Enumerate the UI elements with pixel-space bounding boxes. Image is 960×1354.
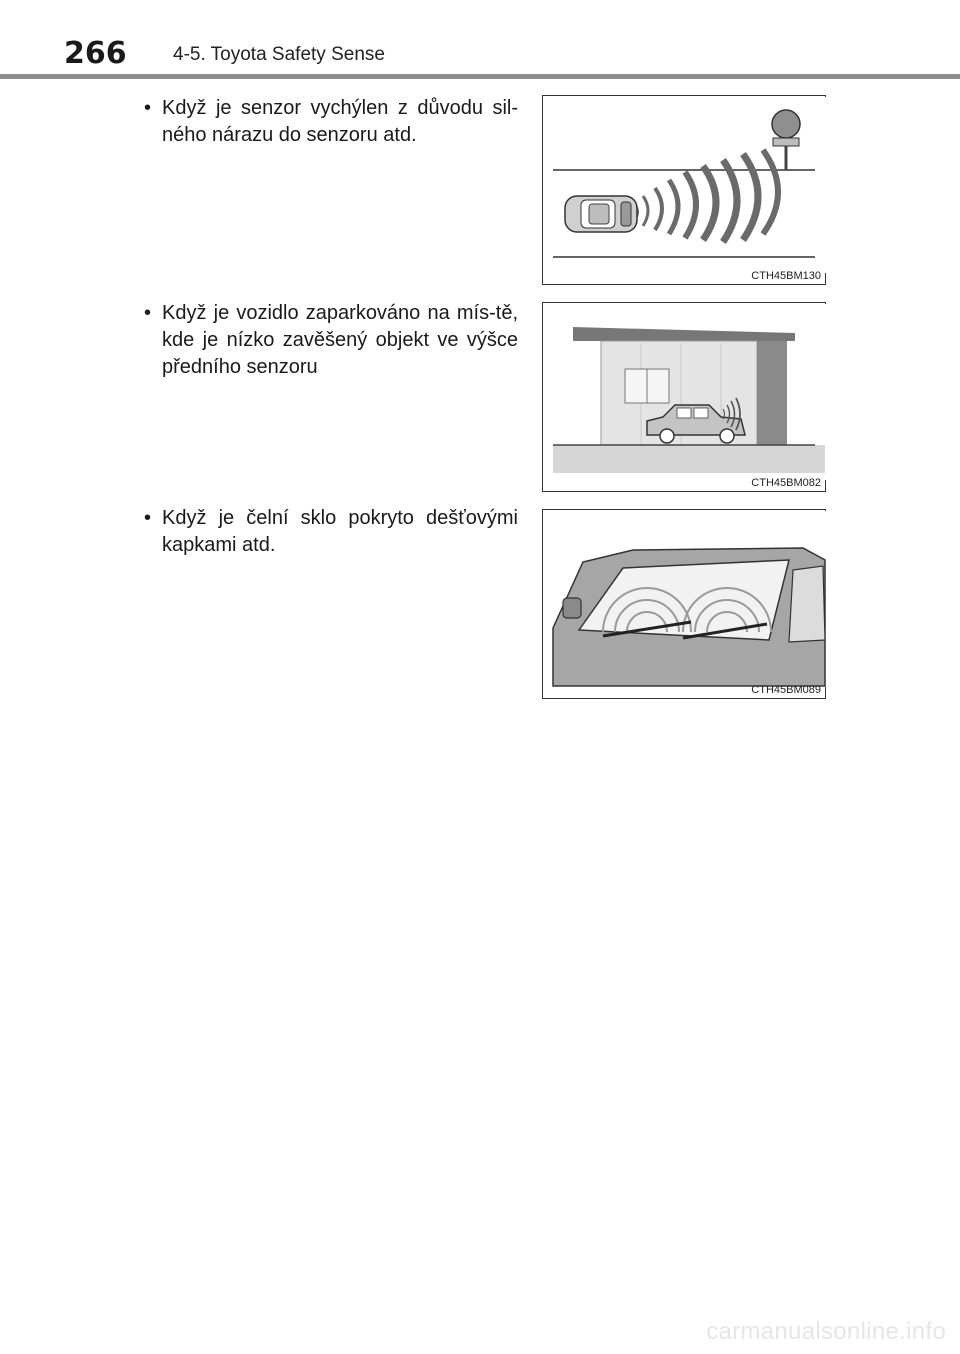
- list-item: [140, 505, 518, 559]
- figure-code: CTH45BM130: [751, 270, 821, 282]
- figure-low-hanging-object: [542, 302, 826, 492]
- figure-code: CTH45BM089: [751, 684, 821, 696]
- header-rule: [0, 74, 960, 79]
- watermark: carmanualsonline.info: [706, 1318, 946, 1345]
- bullet: •: [144, 302, 152, 324]
- list-item: [140, 300, 518, 381]
- illustration-car-radar-sign: [543, 96, 827, 286]
- list-item: [140, 95, 518, 149]
- bullet: •: [144, 507, 152, 529]
- figure-code: CTH45BM082: [751, 477, 821, 489]
- figure-raindrops-windshield: [542, 509, 826, 699]
- illustration-car-carport: [543, 303, 827, 493]
- item-text: Když je čelní sklo pokryto dešťovými kapkami atd.: [162, 507, 518, 556]
- page-header: [0, 0, 960, 82]
- illustration-windshield-wipers: [543, 510, 827, 700]
- bullet: •: [144, 97, 152, 119]
- page-number: 266: [64, 36, 127, 71]
- item-text: Když je vozidlo zaparkováno na mís-tě, kde je nízko zavěšený objekt ve výšce předního senzoru: [162, 302, 518, 378]
- section-title: 4-5. Toyota Safety Sense: [173, 44, 385, 65]
- item-text: Když je senzor vychýlen z důvodu sil-ného nárazu do senzoru atd.: [162, 97, 518, 146]
- figure-sensor-deflected: [542, 95, 826, 285]
